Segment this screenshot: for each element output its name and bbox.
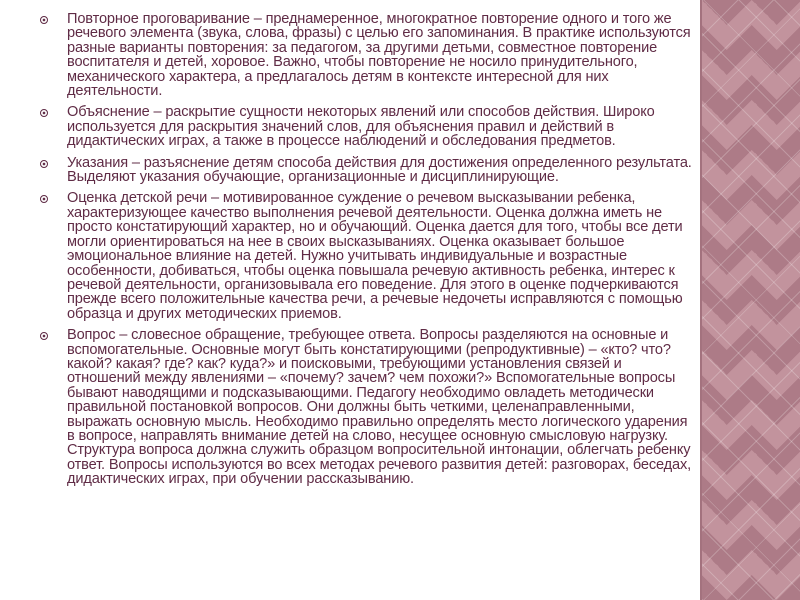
circle-bullet-icon: [40, 16, 48, 24]
circle-bullet-icon: [40, 195, 48, 203]
circle-bullet-icon: [40, 160, 48, 168]
bullet-text-speech-evaluation: Оценка детской речи – мотивированное суждение о речевом высказывании ребенка, характеризующее качество выполнения речевой деятельности. Оценка должна иметь не просто констатирующий характер, но и обучающий. Оценка дается для того, чтобы все дети могли ориентироваться на нее в своих высказываниях. Оценка оказывает большое эмоциональное влияние на детей. Нужно учитывать индивидуальные и возрастные особенности, добиваться, чтобы оценка повышала речевую активность ребенка, интерес к речевой деятельности, организовывала его поведение. Для этого в оценке подчеркиваются прежде всего положительные качества речи, а речевые недочеты исправляются с помощью образца и других методических приемов.: [67, 190, 683, 322]
bullet-text-explanation: Объяснение – раскрытие сущности некоторых явлений или способов действия. Широко используется для раскрытия значений слов, для объяснения правил и действий в дидактических играх, а также в процессе наблюдений и обследования предметов.: [67, 104, 655, 150]
bullet-item: [0, 191, 692, 321]
circle-bullet-icon: [40, 109, 48, 117]
bullet-item: [0, 12, 692, 98]
decorative-diamond-pattern: [700, 0, 800, 600]
bullet-text-instructions: Указания – разъяснение детям способа действия для достижения определенного результата. Выделяют указания обучающие, организационные и дисциплинирующие.: [67, 154, 692, 186]
bullet-text-repeated-speaking: Повторное проговаривание – преднамеренное, многократное повторение одного и того же речевого элемента (звука, слова, фразы) с целью его запоминания. В практике используются разные варианты повторения: за педагогом, за другими детьми, совместное повторение воспитателя и детей, хоровое. Важно, чтобы повторение не носило принудительного, механического характера, а предлагалось детям в контексте интересной для них деятельности.: [67, 11, 691, 100]
bullet-item: [0, 156, 692, 185]
slide-content: [0, 8, 698, 600]
circle-bullet-icon: [40, 332, 48, 340]
bullet-text-question: Вопрос – словесное обращение, требующее ответа. Вопросы разделяются на основные и вспомогательные. Основные могут быть констатирующими (репродуктивные) – «кто? что? какой? какая? где? как? куда?» и поисковыми, требующими установления связей и отношений между явлениями – «почему? зачем? чем похожи?» Вспомогательные вопросы бывают наводящими и подсказывающими. Педагогу необходимо овладеть методически правильной постановкой вопросов. Они должны быть четкими, целенаправленными, выражать основную мысль. Необходимо правильно определять место логического ударения в вопросе, направлять внимание детей на слово, несущее основную смысловую нагрузку. Структура вопроса должна служить образцом вопросительной интонации, облегчать ребенку ответ. Вопросы используются во всех методах речевого развития детей: разговорах, беседах, дидактических играх, при обучении рассказыванию.: [67, 327, 692, 488]
bullet-item: [0, 105, 692, 148]
bullet-item: [0, 328, 692, 486]
